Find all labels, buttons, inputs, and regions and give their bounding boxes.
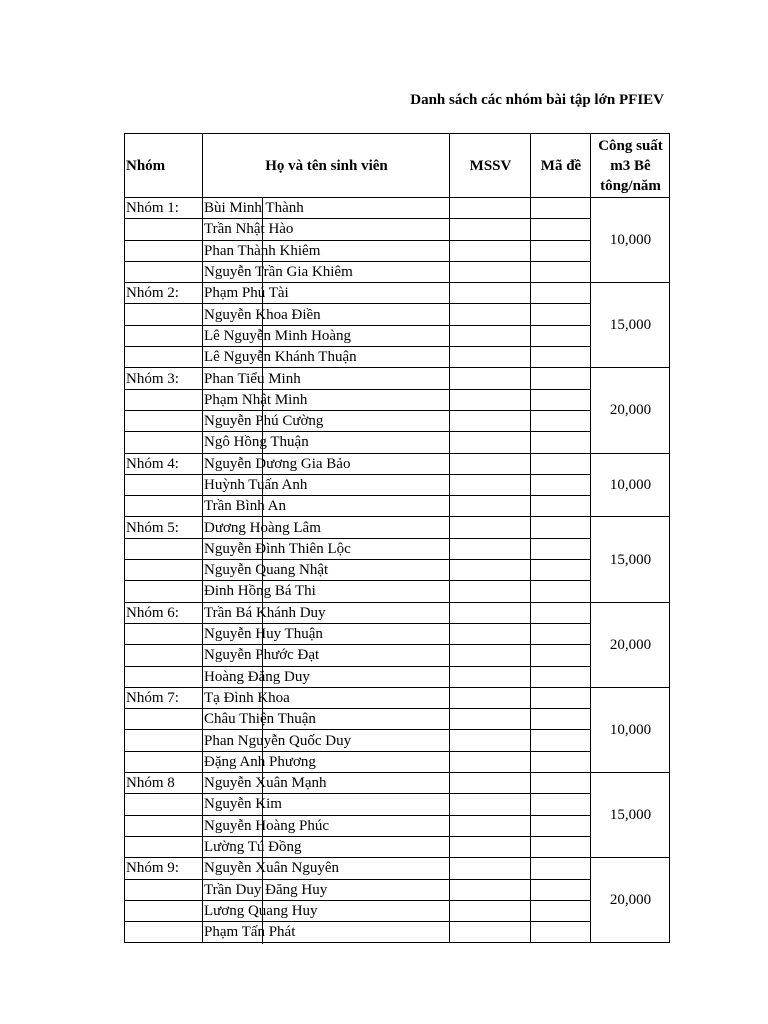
mssv-cell: [450, 347, 531, 368]
table-row: [125, 453, 670, 474]
code-cell: [531, 773, 591, 794]
table-row: [125, 730, 670, 751]
mssv-cell: [450, 368, 531, 389]
table-row: [125, 623, 670, 644]
group-label-cell: [125, 219, 203, 240]
table-row: [125, 261, 670, 282]
group-label-cell: [125, 347, 203, 368]
table-row: [125, 922, 670, 943]
mssv-cell: [450, 900, 531, 921]
student-name-cell: Nguyễn Đình Thiên Lộc: [203, 538, 450, 559]
table-row: [125, 794, 670, 815]
table-row: [125, 645, 670, 666]
code-cell: [531, 283, 591, 304]
code-cell: [531, 922, 591, 943]
table-row: [125, 304, 670, 325]
group-label-cell: [125, 325, 203, 346]
group-label-cell: [125, 261, 203, 282]
mssv-cell: [450, 709, 531, 730]
group-label-cell: Nhóm 5:: [125, 517, 203, 538]
group-label-cell: [125, 922, 203, 943]
group-label-cell: [125, 815, 203, 836]
student-name-cell: Nguyễn Phước Đạt: [203, 645, 450, 666]
group-label-cell: Nhóm 6:: [125, 602, 203, 623]
mssv-cell: [450, 517, 531, 538]
student-name-cell: Phan Tiểu Minh: [203, 368, 450, 389]
group-label-cell: [125, 879, 203, 900]
table-row: [125, 836, 670, 857]
group-label-cell: [125, 709, 203, 730]
table-row: [125, 709, 670, 730]
group-label-cell: Nhóm 7:: [125, 687, 203, 708]
mssv-cell: [450, 240, 531, 261]
code-cell: [531, 410, 591, 431]
table-row: [125, 219, 670, 240]
table-row: [125, 879, 670, 900]
group-label-cell: [125, 730, 203, 751]
table-row: [125, 751, 670, 772]
mssv-cell: [450, 474, 531, 495]
capacity-cell: 10,000: [591, 687, 670, 772]
code-cell: [531, 581, 591, 602]
student-name-cell: Phan Nguyễn Quốc Duy: [203, 730, 450, 751]
student-name-cell: Trần Duy Đăng Huy: [203, 879, 450, 900]
student-name-cell: Phạm Tấn Phát: [203, 922, 450, 943]
student-name-cell: Bùi Minh Thành: [203, 198, 450, 219]
code-cell: [531, 261, 591, 282]
capacity-cell: 10,000: [591, 198, 670, 283]
mssv-cell: [450, 432, 531, 453]
student-name-cell: Huỳnh Tuấn Anh: [203, 474, 450, 495]
group-label-cell: [125, 560, 203, 581]
table-row: [125, 560, 670, 581]
mssv-cell: [450, 410, 531, 431]
code-cell: [531, 474, 591, 495]
capacity-cell: 20,000: [591, 602, 670, 687]
group-label-cell: [125, 474, 203, 495]
table-row: [125, 666, 670, 687]
student-name-cell: Nguyễn Trần Gia Khiêm: [203, 261, 450, 282]
capacity-cell: 20,000: [591, 858, 670, 943]
table-row: [125, 432, 670, 453]
table-row: [125, 389, 670, 410]
mssv-cell: [450, 751, 531, 772]
group-label-cell: [125, 389, 203, 410]
student-name-cell: Đặng Anh Phương: [203, 751, 450, 772]
group-label-cell: Nhóm 8: [125, 773, 203, 794]
table-row: [125, 602, 670, 623]
student-name-cell: Nguyễn Xuân Mạnh: [203, 773, 450, 794]
code-cell: [531, 198, 591, 219]
mssv-cell: [450, 836, 531, 857]
mssv-cell: [450, 794, 531, 815]
group-label-cell: Nhóm 4:: [125, 453, 203, 474]
student-name-cell: Lê Nguyễn Minh Hoàng: [203, 325, 450, 346]
code-cell: [531, 517, 591, 538]
table-row: [125, 773, 670, 794]
code-cell: [531, 538, 591, 559]
document-title: Danh sách các nhóm bài tập lớn PFIEV: [410, 92, 664, 108]
code-cell: [531, 687, 591, 708]
mssv-cell: [450, 304, 531, 325]
table-row: [125, 900, 670, 921]
mssv-cell: [450, 645, 531, 666]
capacity-cell: 10,000: [591, 453, 670, 517]
student-name-cell: Lương Quang Huy: [203, 900, 450, 921]
table-row: [125, 858, 670, 879]
student-name-cell: Nguyễn Quang Nhật: [203, 560, 450, 581]
code-cell: [531, 304, 591, 325]
code-cell: [531, 602, 591, 623]
table-row: [125, 815, 670, 836]
group-label-cell: Nhóm 1:: [125, 198, 203, 219]
header-mssv: MSSV: [450, 134, 531, 198]
code-cell: [531, 645, 591, 666]
capacity-cell: 15,000: [591, 773, 670, 858]
code-cell: [531, 623, 591, 644]
capacity-cell: 15,000: [591, 517, 670, 602]
header-code: Mã đề: [531, 134, 591, 198]
group-label-cell: [125, 581, 203, 602]
student-name-cell: Phan Thành Khiêm: [203, 240, 450, 261]
mssv-cell: [450, 198, 531, 219]
student-name-cell: Nguyễn Hoàng Phúc: [203, 815, 450, 836]
mssv-cell: [450, 325, 531, 346]
student-name-cell: Nguyễn Khoa Điền: [203, 304, 450, 325]
mssv-cell: [450, 687, 531, 708]
group-label-cell: [125, 240, 203, 261]
student-name-cell: Phạm Phú Tài: [203, 283, 450, 304]
code-cell: [531, 219, 591, 240]
group-label-cell: [125, 496, 203, 517]
capacity-cell: 20,000: [591, 368, 670, 453]
table-row: [125, 410, 670, 431]
mssv-cell: [450, 602, 531, 623]
code-cell: [531, 666, 591, 687]
code-cell: [531, 709, 591, 730]
code-cell: [531, 496, 591, 517]
student-name-cell: Châu Thiện Thuận: [203, 709, 450, 730]
code-cell: [531, 900, 591, 921]
table-row: [125, 474, 670, 495]
student-name-cell: Đinh Hồng Bá Thi: [203, 581, 450, 602]
student-name-cell: Trần Bình An: [203, 496, 450, 517]
code-cell: [531, 879, 591, 900]
code-cell: [531, 347, 591, 368]
group-label-cell: [125, 645, 203, 666]
table-row: [125, 368, 670, 389]
header-name: Họ và tên sinh viên: [203, 134, 450, 198]
code-cell: [531, 730, 591, 751]
code-cell: [531, 432, 591, 453]
table-row: [125, 347, 670, 368]
student-name-cell: Nguyễn Xuân Nguyên: [203, 858, 450, 879]
mssv-cell: [450, 773, 531, 794]
group-label-cell: [125, 623, 203, 644]
group-label-cell: [125, 432, 203, 453]
student-name-cell: Nguyễn Phú Cường: [203, 410, 450, 431]
code-cell: [531, 560, 591, 581]
student-name-cell: Trần Nhật Hào: [203, 219, 450, 240]
student-name-cell: Trần Bá Khánh Duy: [203, 602, 450, 623]
mssv-cell: [450, 815, 531, 836]
student-name-cell: Hoàng Đăng Duy: [203, 666, 450, 687]
group-table: [124, 133, 670, 943]
group-label-cell: Nhóm 2:: [125, 283, 203, 304]
student-name-cell: Phạm Nhật Minh: [203, 389, 450, 410]
table-row: [125, 538, 670, 559]
mssv-cell: [450, 389, 531, 410]
table-row: [125, 687, 670, 708]
student-name-cell: Dương Hoàng Lâm: [203, 517, 450, 538]
mssv-cell: [450, 261, 531, 282]
student-name-cell: Tạ Đình Khoa: [203, 687, 450, 708]
code-cell: [531, 858, 591, 879]
group-label-cell: [125, 538, 203, 559]
header-row: [125, 134, 670, 198]
student-name-cell: Lường Tú Đồng: [203, 836, 450, 857]
group-label-cell: [125, 836, 203, 857]
table-row: [125, 240, 670, 261]
student-name-cell: Ngô Hồng Thuận: [203, 432, 450, 453]
table-row: [125, 517, 670, 538]
mssv-cell: [450, 730, 531, 751]
mssv-cell: [450, 922, 531, 943]
student-name-cell: Nguyễn Dương Gia Bảo: [203, 453, 450, 474]
mssv-cell: [450, 879, 531, 900]
code-cell: [531, 240, 591, 261]
mssv-cell: [450, 283, 531, 304]
code-cell: [531, 836, 591, 857]
table-body: [125, 198, 670, 943]
group-label-cell: [125, 666, 203, 687]
group-label-cell: [125, 304, 203, 325]
code-cell: [531, 389, 591, 410]
header-capacity: Công suất m3 Bê tông/năm: [591, 134, 670, 198]
group-label-cell: Nhóm 9:: [125, 858, 203, 879]
student-name-cell: Nguyễn Kim: [203, 794, 450, 815]
student-name-cell: Nguyễn Huy Thuận: [203, 623, 450, 644]
code-cell: [531, 325, 591, 346]
student-name-cell: Lê Nguyễn Khánh Thuận: [203, 347, 450, 368]
capacity-cell: 15,000: [591, 283, 670, 368]
mssv-cell: [450, 560, 531, 581]
mssv-cell: [450, 858, 531, 879]
code-cell: [531, 453, 591, 474]
table-row: [125, 581, 670, 602]
table-row: [125, 325, 670, 346]
mssv-cell: [450, 623, 531, 644]
group-label-cell: [125, 900, 203, 921]
mssv-cell: [450, 581, 531, 602]
group-label-cell: Nhóm 3:: [125, 368, 203, 389]
mssv-cell: [450, 219, 531, 240]
code-cell: [531, 368, 591, 389]
table-row: [125, 198, 670, 219]
vertical-guide-line: [262, 198, 263, 944]
code-cell: [531, 751, 591, 772]
mssv-cell: [450, 453, 531, 474]
group-label-cell: [125, 751, 203, 772]
code-cell: [531, 794, 591, 815]
mssv-cell: [450, 538, 531, 559]
table-row: [125, 283, 670, 304]
group-label-cell: [125, 410, 203, 431]
mssv-cell: [450, 496, 531, 517]
mssv-cell: [450, 666, 531, 687]
group-label-cell: [125, 794, 203, 815]
code-cell: [531, 815, 591, 836]
table-row: [125, 496, 670, 517]
header-group: Nhóm: [125, 134, 203, 198]
